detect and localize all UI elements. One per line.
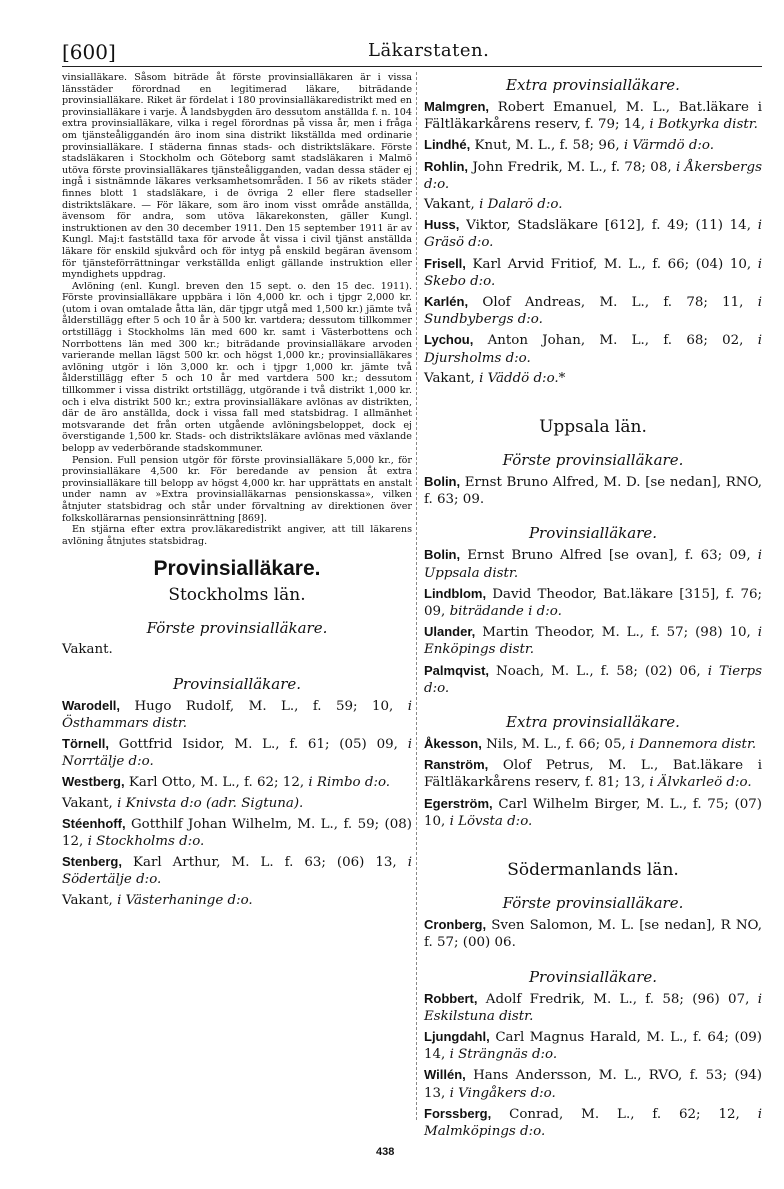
footer-page-number: 438 bbox=[376, 1146, 395, 1158]
physician-entry bbox=[62, 853, 412, 888]
physician-entry bbox=[424, 623, 762, 658]
physician-entry bbox=[424, 216, 762, 251]
district-name: i Gräsö d:o. bbox=[424, 218, 762, 251]
physician-entry bbox=[62, 795, 412, 812]
physician-name: Warodell, bbox=[62, 697, 121, 713]
physician-name: Frisell, bbox=[424, 255, 466, 271]
district-name: i Djursholms d:o. bbox=[424, 333, 762, 366]
stockholm-provinsiallakare-list bbox=[62, 697, 412, 909]
physician-name: Stéenhoff, bbox=[62, 815, 126, 831]
district-name: i Vingåkers d:o. bbox=[449, 1085, 556, 1101]
district-name: i Norrtälje d:o. bbox=[62, 736, 412, 770]
physician-name: Rohlin, bbox=[424, 158, 469, 174]
physician-details: Knut, M. L., f. 58; 96, bbox=[474, 138, 620, 154]
physician-entry bbox=[424, 293, 762, 328]
physician-name: Lindhé, bbox=[424, 137, 471, 153]
note-paragraph: En stjärna efter extra prov.läkaredistrikt angiver, att till läkarens avlöning åtnjutes statsbidrag. bbox=[62, 524, 412, 547]
physician-name: Bolin, bbox=[424, 474, 461, 490]
district-name: i Åkersbergs d:o. bbox=[424, 159, 762, 192]
district-name: i Södertälje d:o. bbox=[62, 855, 412, 888]
uppsala-extra-list bbox=[424, 735, 762, 830]
physician-details: Ernst Bruno Alfred [se ovan], f. 63; 09, bbox=[467, 548, 751, 564]
physician-entry bbox=[424, 1066, 762, 1101]
physician-entry bbox=[424, 1105, 762, 1140]
district-name: i Strängnäs d:o. bbox=[449, 1047, 558, 1063]
uppsala-forste-list bbox=[424, 473, 762, 508]
physician-entry bbox=[424, 756, 762, 791]
physician-entry bbox=[424, 158, 762, 193]
physician-name: Palmqvist, bbox=[424, 662, 490, 678]
subheading-extra-provinsiallakare: Extra provinsialläkare. bbox=[506, 76, 680, 94]
district-name: i Malmköpings d:o. bbox=[424, 1106, 762, 1139]
district-name: i Älvkarleö d:o. bbox=[649, 775, 752, 791]
physician-name: Lindblom, bbox=[424, 585, 487, 601]
county-heading-sodermanland: Södermanlands län. bbox=[507, 860, 679, 881]
physician-details: Gottfrid Isidor, M. L., f. 61; (05) 09, bbox=[118, 736, 398, 752]
physician-name: Westberg, bbox=[62, 774, 125, 790]
physician-entry bbox=[424, 331, 762, 366]
physician-entry bbox=[424, 370, 762, 387]
district-name: i Värmdö d:o. bbox=[623, 138, 715, 154]
physician-details: John Fredrik, M. L., f. 78; 08, bbox=[472, 159, 672, 175]
physician-entry bbox=[424, 255, 762, 290]
header-rule bbox=[62, 66, 762, 67]
physician-details: Vakant, bbox=[424, 197, 475, 213]
district-name: i Dannemora distr. bbox=[630, 737, 757, 753]
physician-entry bbox=[424, 585, 762, 620]
physician-name: Ulander, bbox=[424, 624, 476, 640]
introductory-note bbox=[62, 72, 412, 547]
physician-name: Robbert, bbox=[424, 990, 478, 1006]
note-paragraph: Avlöning (enl. Kungl. breven den 15 sept. o. den 15 dec. 1911). Förste provinsialläkare uppbära i lön 4,000 kr. och i tjpgr 2,000 kr. (utom i ovan omtalade åtta län, där tjpgr utgå med 1,500 kr.) jämte två ålderstillägg efter 5 och 10 år à 500 kr. vartdera; dessutom tillkommer ortstillägg i Stockholms län med 600 kr. samt i Västerbottens och Norrbottens län med 300 kr.; biträdande provinsialläkare arvoden varierande mellan lägst 500 kr. och högst 1,000 kr.; provinsialläkares avlöning utgör i lön 3,000 kr. och i tjpgr 1,000 kr. jämte två ålderstillägg efter 5 och 10 år med vartdera 500 kr.; dessutom tillkommer i vissa distrikt ortstillägg, utgörande i två distrikt 1,000 kr. och i elva distrikt 500 kr.; extra provinsialläkare avlönas av distrikten, där de äro anställda, dock i vissa fall med statsbidrag. I allmänhet motsvarande det från orten utgående avlöningsbeloppet, dock ej överstigande 1,500 kr. Stads- och distriktsläkare avlönas med växlande belopp av vederbörande stadskommuner. bbox=[62, 280, 412, 454]
subheading-uppsala-forste: Förste provinsialläkare. bbox=[502, 451, 684, 470]
physician-name: Törnell, bbox=[62, 735, 109, 751]
physician-entry bbox=[424, 990, 762, 1025]
district-name: i Dalarö d:o. bbox=[479, 197, 563, 213]
physician-entry bbox=[424, 662, 762, 697]
district-name: i Knivsta d:o (adr. Sigtuna). bbox=[117, 795, 304, 811]
physician-name: Ljungdahl, bbox=[424, 1028, 490, 1044]
physician-entry bbox=[62, 892, 412, 909]
physician-name: Cronberg, bbox=[424, 917, 487, 933]
district-name: i Botkyrka distr. bbox=[649, 117, 758, 133]
subheading-forste-provinsiallakare: Förste provinsialläkare. bbox=[146, 619, 328, 638]
district-name: i Uppsala distr. bbox=[424, 548, 762, 581]
header-page-number: [600] bbox=[62, 40, 116, 64]
physician-entry bbox=[62, 815, 412, 850]
district-name: i Lövsta d:o. bbox=[449, 813, 533, 829]
physician-details: Carl Magnus Harald, M. L., f. 64; (09) 14, bbox=[424, 1029, 762, 1063]
note-paragraph: Pension. Full pension utgör för förste provinsialläkare 5,000 kr., för provinsialläkare 4,500 kr. För beredande av pension åt extra provinsialläkare till belopp av högst 4,000 kr. har upprättats en anstalt under namn av »Extra provinsialläkarnas pensionskassa», vilken åtnjuter statsbidrag och står under förvaltning av direktionen över folkskollärarnas pensionsinrättning [869]. bbox=[62, 454, 412, 524]
stockholm-extra-list bbox=[424, 98, 762, 387]
physician-details: Karl Arvid Fritiof, M. L., f. 66; (04) 10, bbox=[472, 256, 752, 272]
physician-details: Noach, M. L., f. 58; (02) 06, bbox=[496, 663, 701, 679]
physician-entry bbox=[62, 697, 412, 732]
physician-name: Forssberg, bbox=[424, 1105, 492, 1121]
district-name: i Enköpings distr. bbox=[424, 625, 763, 658]
section-title: Provinsialläkare. bbox=[153, 557, 321, 581]
physician-details: Viktor, Stadsläkare [612], f. 49; (11) 14, bbox=[466, 218, 751, 234]
physician-details: David Theodor, Bat.läkare [315], f. 76; 09, bbox=[424, 586, 763, 620]
county-heading-uppsala: Uppsala län. bbox=[539, 417, 647, 438]
physician-details: Martin Theodor, M. L., f. 57; (98) 10, bbox=[482, 625, 751, 641]
subheading-uppsala-extra: Extra provinsialläkare. bbox=[506, 713, 680, 732]
physician-entry bbox=[424, 735, 762, 753]
sodermanland-forste-list bbox=[424, 916, 762, 951]
physician-details: Olof Petrus, M. L., Bat.läkare i Fältläkarkårens reserv, f. 81; 13, bbox=[424, 758, 762, 791]
column-divider bbox=[416, 72, 417, 1120]
physician-entry bbox=[424, 136, 762, 154]
physician-details: Anton Johan, M. L., f. 68; 02, bbox=[487, 333, 744, 349]
district-name: i Tierps d:o. bbox=[424, 663, 762, 696]
physician-details: Nils, M. L., f. 66; 05, bbox=[486, 737, 626, 753]
physician-details: Karl Arthur, M. L. f. 63; (06) 13, bbox=[132, 855, 397, 871]
county-heading-stockholm: Stockholms län. bbox=[168, 585, 306, 606]
physician-details: Gotthilf Johan Wilhelm, M. L., f. 59; (08) 12, bbox=[62, 816, 412, 849]
physician-details: Adolf Fredrik, M. L., f. 58; (96) 07, bbox=[485, 991, 750, 1007]
uppsala-prov-list bbox=[424, 546, 762, 697]
district-name: i Västerhaninge d:o. bbox=[117, 892, 253, 908]
physician-details: Hans Andersson, M. L., RVO, f. 53; (94) 13, bbox=[424, 1068, 762, 1101]
left-column bbox=[62, 72, 412, 912]
physician-details: Vakant, bbox=[424, 370, 475, 386]
physician-entry bbox=[424, 98, 762, 133]
district-name: i Väddö d:o.* bbox=[479, 370, 566, 386]
physician-entry bbox=[424, 795, 762, 830]
district-name: biträdande i d:o. bbox=[449, 604, 562, 620]
physician-name: Karlén, bbox=[424, 294, 469, 310]
physician-entry bbox=[424, 196, 762, 213]
physician-name: Malmgren, bbox=[424, 99, 490, 114]
physician-details: Robert Emanuel, M. L., Bat.läkare i Fältläkarkårens reserv, f. 79; 14, bbox=[424, 100, 762, 133]
subheading-uppsala-prov: Provinsialläkare. bbox=[528, 524, 658, 543]
physician-entry bbox=[424, 546, 762, 581]
district-name: i Eskilstuna distr. bbox=[424, 991, 762, 1024]
running-title: Läkarstaten. bbox=[368, 40, 490, 61]
physician-details: Olof Andreas, M. L., f. 78; 11, bbox=[482, 295, 744, 311]
physician-name: Willén, bbox=[424, 1067, 466, 1083]
physician-entry bbox=[424, 916, 762, 951]
physician-details: Hugo Rudolf, M. L., f. 59; 10, bbox=[134, 698, 394, 714]
physician-details: Vakant, bbox=[62, 892, 113, 908]
physician-details: Vakant, bbox=[62, 795, 113, 811]
physician-name: Ranström, bbox=[424, 757, 489, 773]
district-name: i Skebo d:o. bbox=[424, 256, 762, 289]
vacancy-note: Vakant. bbox=[62, 642, 113, 658]
subheading-sodermanland-forste: Förste provinsialläkare. bbox=[502, 894, 684, 913]
physician-entry bbox=[62, 735, 412, 770]
physician-details: Sven Salomon, M. L. [se nedan], R NO, f. 57; (00) 06. bbox=[424, 918, 762, 951]
note-paragraph: vinsialläkare. Såsom biträde åt förste provinsialläkaren är i vissa länsstäder förordnad en legitimerad läkare, biträdande provinsialläkare. Riket är fördelat i 180 provinsialläkaredistrikt med en provinsialläkare i varje. Å landsbygden äro dessutom anställda f. n. 104 extra provinsialläkare, vilka i regel förordnas på vissa år, men i fråga om tjänsteåliggandén äro inom sina distrikt likställda med ordinarie provinsialläkare. I städerna finnas stads- och distriktsläkare. Förste stadsläkaren i Stockholm och Göteborg samt stadsläkaren i Malmö utöva förste provinsialläkares tjänsteåligganden, vadan dessa städer ej ingå i sistnämnde läkares verksamhetsområden. I 56 av rikets städer finnes blott 1 stadsläkare, i de övriga 2 eller flere stadseller distriktsläkare. — För läkare, som äro inom visst område anställda, ävensom för andra, som utöva läkarekonsten, gäller Kungl. instruktionen av den 30 december 1911. Den 15 september 1911 är av Kungl. Maj:t fastställd taxa för arvode åt vissa i civil tjänst anställda läkare för enskild sjukvård och för intyg på enskild begäran ävensom för tjänsteförrättningar verkställda enligt gällande instruktion eller myndighets uppdrag. bbox=[62, 72, 412, 281]
right-column bbox=[424, 72, 762, 1143]
physician-details: Carl Wilhelm Birger, M. L., f. 75; (07) 10, bbox=[424, 796, 762, 829]
physician-name: Stenberg, bbox=[62, 854, 122, 870]
district-name: i Stockholms d:o. bbox=[87, 833, 205, 849]
district-name: i Östhammars distr. bbox=[62, 698, 412, 731]
physician-entry bbox=[424, 473, 762, 508]
physician-name: Lychou, bbox=[424, 332, 474, 348]
physician-details: Ernst Bruno Alfred, M. D. [se nedan], RNO, f. 63; 09. bbox=[424, 475, 762, 508]
physician-entry bbox=[424, 1028, 762, 1063]
sodermanland-prov-list bbox=[424, 990, 762, 1141]
physician-name: Huss, bbox=[424, 217, 460, 233]
subheading-sodermanland-prov: Provinsialläkare. bbox=[528, 967, 658, 986]
district-name: i Rimbo d:o. bbox=[308, 775, 391, 791]
physician-name: Åkesson, bbox=[424, 736, 482, 752]
physician-details: Karl Otto, M. L., f. 62; 12, bbox=[128, 775, 305, 791]
physician-details: Conrad, M. L., f. 62; 12, bbox=[509, 1106, 740, 1122]
physician-name: Bolin, bbox=[424, 547, 461, 563]
subheading-provinsiallakare: Provinsialläkare. bbox=[172, 674, 302, 693]
physician-name: Egerström, bbox=[424, 795, 493, 811]
district-name: i Sundbybergs d:o. bbox=[424, 295, 762, 328]
physician-entry bbox=[62, 773, 412, 791]
